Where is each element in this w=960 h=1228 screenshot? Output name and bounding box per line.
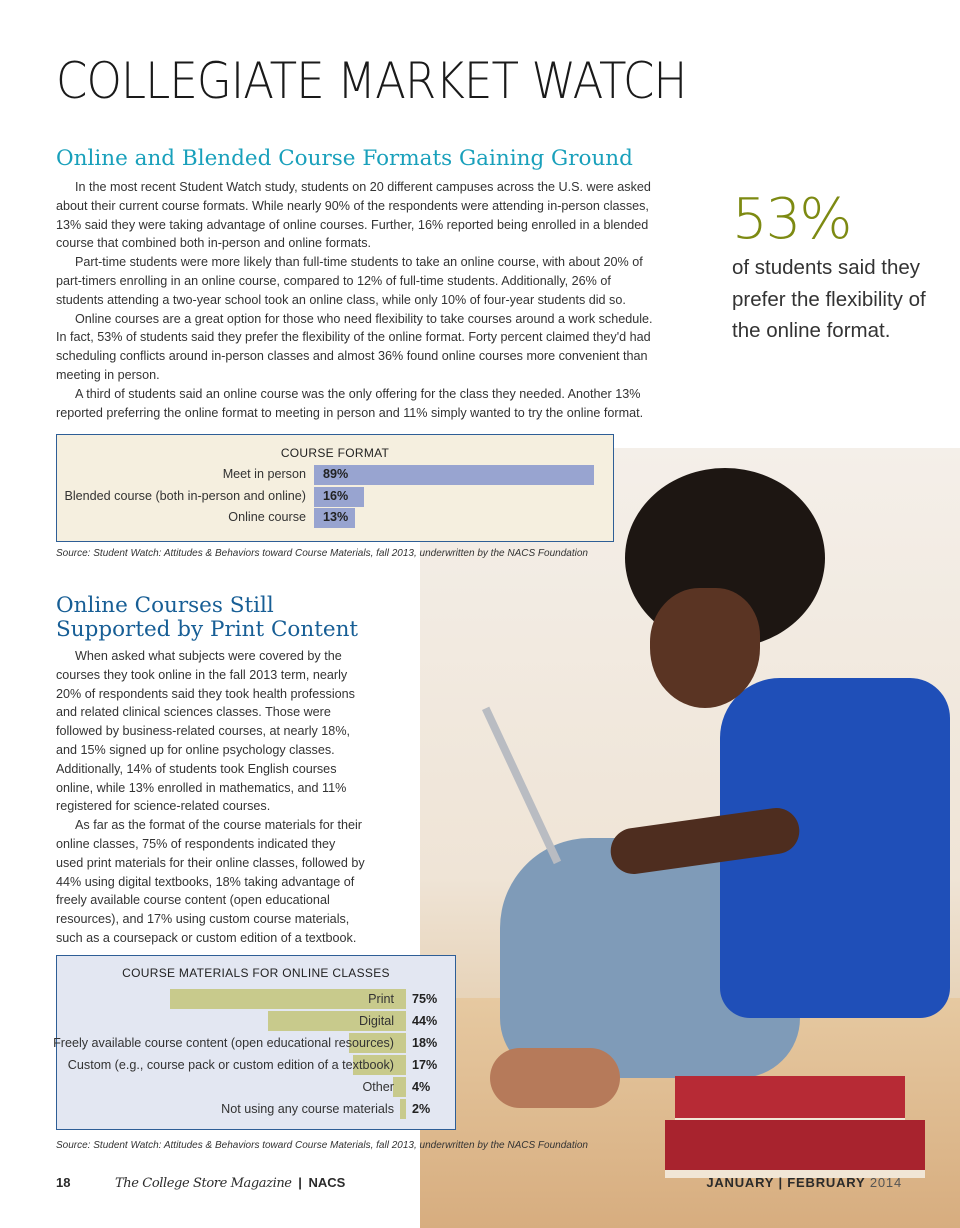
bar-value-label: 44%: [412, 1014, 438, 1028]
photo-book-top: [675, 1076, 905, 1126]
section2-body: [56, 647, 366, 948]
course-materials-chart: [53, 955, 456, 1130]
section2-paragraph: As far as the format of the course materials for their online classes, 75% of respondents indicated they used print materials for their online classes, followed by 44% using digital textbooks, 18% taking advantage of freely available course content (open educational resources), and 17% using custom course materials, such as a coursepack or custom edition of a textbook.: [56, 818, 365, 945]
bar-value-label: 13%: [323, 510, 349, 525]
source-note: Source: Student Watch: Attitudes & Behaviors toward Course Materials, fall 2013, underwritten by the NACS Foundation: [56, 548, 588, 559]
footer-publication: [115, 1175, 345, 1191]
bar-value-label: 2%: [412, 1102, 431, 1116]
photo-laptop: [482, 707, 561, 864]
issue-months: JANUARY | FEBRUARY: [706, 1175, 866, 1190]
bar-label: Digital: [359, 1014, 394, 1028]
bar-value-label: 75%: [412, 992, 438, 1006]
section2-heading: [56, 594, 358, 642]
bar-value-label: 18%: [412, 1036, 438, 1050]
bar-label: Not using any course materials: [221, 1102, 394, 1116]
page-title: COLLEGIATE MARKET WATCH: [56, 52, 687, 110]
bar-value-label: 17%: [412, 1058, 438, 1072]
bar-label: Freely available course content (open educational resources): [53, 1036, 394, 1050]
section1-paragraph: In the most recent Student Watch study, students on 20 different campuses across the U.S. were asked about their current course formats. While nearly 90% of the respondents were attending in-person classes, 13% said they were taking advantage of online courses. Further, 16% reported being enrolled in a blended course that combined both in-person and online formats.: [56, 180, 651, 251]
photo-face: [650, 588, 760, 708]
course-format-chart: [56, 434, 614, 542]
bar-value-label: 16%: [323, 488, 349, 503]
bar: [400, 1099, 406, 1119]
section2-heading-line: Supported by Print Content: [56, 617, 359, 642]
bar: [314, 465, 594, 485]
footer-issue: [706, 1175, 902, 1190]
bar-label: Other: [362, 1080, 394, 1094]
section2-paragraph: When asked what subjects were covered by the courses they took online in the fall 2013 term, nearly 20% of respondents said they took health professions and related clinical sciences classes. Those were followed by business-related courses, at nearly 18%, and 15% signed up for online psychology classes. Additionally, 14% of students took English courses online, while 13% enrolled in mathematics, and 11% registered for science-related courses.: [56, 649, 355, 814]
section1-paragraph: Online courses are a great option for those who need flexibility to take courses around a work schedule. In fact, 53% of students said they prefer the flexibility of the online format. Forty percent claimed they'd had scheduling conflicts around in-person classes and almost 36% found online courses more convenient than meeting in person.: [56, 311, 653, 382]
section2-heading-line: Online Courses Still: [56, 593, 274, 618]
bar-label: Custom (e.g., course pack or custom edition of a textbook): [67, 1058, 394, 1072]
callout-value: 53%: [732, 187, 851, 252]
chart-title: COURSE MATERIALS FOR ONLINE CLASSES: [122, 966, 390, 980]
bar-value-label: 89%: [323, 467, 349, 481]
section1-body: [56, 178, 658, 422]
issue-year: 2014: [869, 1175, 902, 1190]
footer-separator: |: [298, 1175, 302, 1190]
magazine-name: The College Store Magazine: [115, 1176, 292, 1191]
bar-label: Print: [368, 992, 394, 1006]
bar-value-label: 4%: [412, 1080, 431, 1094]
bar-label: Online course: [228, 510, 306, 525]
stat-callout: [732, 188, 932, 347]
bar-label: Blended course (both in-person and online): [64, 488, 306, 503]
photo-foot: [490, 1048, 620, 1108]
bar-label: Meet in person: [222, 467, 306, 481]
bar: [393, 1077, 406, 1097]
source-note: Source: Student Watch: Attitudes & Behaviors toward Course Materials, fall 2013, underwritten by the NACS Foundation: [56, 1140, 588, 1151]
section1-paragraph: A third of students said an online course was the only offering for the class they needed. Another 13% reported preferring the online format to meeting in person and 11% simply wanted to try the online format.: [56, 386, 644, 420]
org-name: NACS: [308, 1175, 346, 1190]
student-laptop-photo: [420, 448, 960, 1228]
chart-title: COURSE FORMAT: [280, 446, 390, 460]
section1-paragraph: Part-time students were more likely than full-time students to take an online course, with about 20% of part-timers enrolling in an online course, compared to 12% of full-time students. Additionally, 26% of students attending a two-year school took an online class, while only 10% of four-year students did so.: [56, 255, 643, 307]
photo-book-bottom: [665, 1120, 925, 1178]
callout-text: of students said they prefer the flexibility of the online format.: [732, 256, 926, 342]
section1-heading: Online and Blended Course Formats Gaining Ground: [56, 146, 633, 171]
page-number: 18: [56, 1175, 71, 1190]
